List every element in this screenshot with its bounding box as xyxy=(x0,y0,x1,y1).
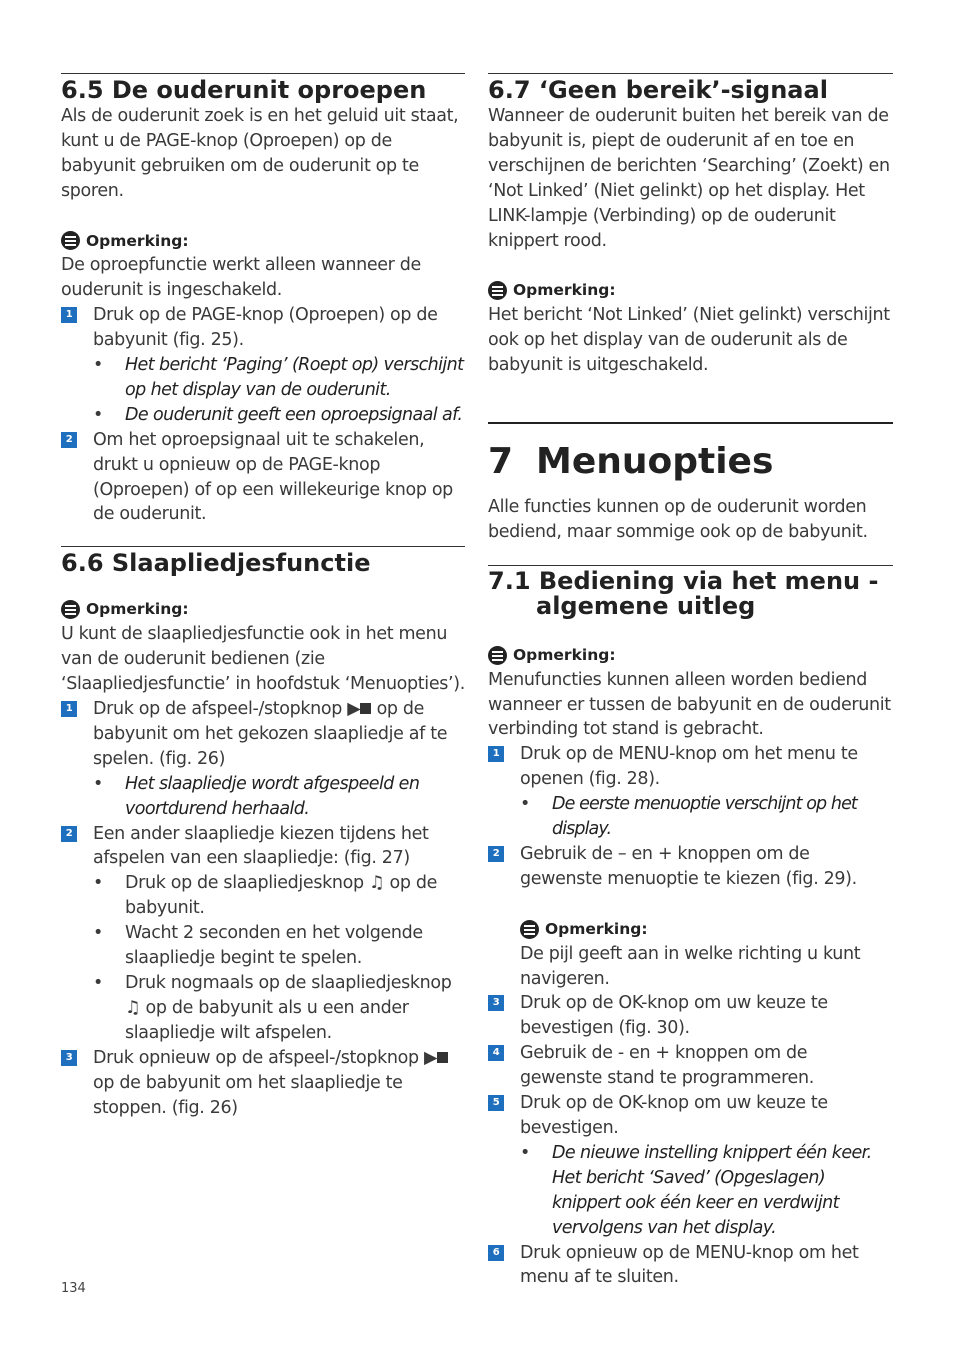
step-item xyxy=(61,697,465,772)
stop-icon xyxy=(437,1052,448,1063)
list-item xyxy=(61,403,465,428)
bullet-dot: • xyxy=(93,773,103,794)
paragraph: Alle functies kunnen op de ouderunit worden bediend, maar sommige ook op de babyunit. xyxy=(488,496,868,542)
section-6-7-heading xyxy=(488,73,893,104)
note-label: Opmerking: xyxy=(86,600,189,619)
note-label: Opmerking: xyxy=(545,919,648,938)
page-number: 134 xyxy=(61,1281,86,1296)
section-title: Bediening via het menu - xyxy=(538,566,879,595)
step-item xyxy=(488,842,893,892)
section-6-6-heading xyxy=(61,546,465,577)
step-number: 6 xyxy=(488,1245,504,1261)
bullet-text: Druk op de slaapliedjesknop ♫ op de babyunit. xyxy=(125,873,438,919)
section-title: algemene uitleg xyxy=(536,591,756,620)
paragraph: Als de ouderunit zoek is en het geluid uit staat, kunt u de PAGE-knop (Oproepen) op de babyunit gebruiken om de ouderunit op te sporen. xyxy=(61,106,459,201)
step-text: Gebruik de - en + knoppen om de gewenste stand te programmeren. xyxy=(520,1043,814,1089)
section-number: 6.5 xyxy=(61,76,104,104)
step-item xyxy=(61,303,465,353)
step-number: 1 xyxy=(488,746,504,762)
step-item xyxy=(61,822,465,872)
note-icon xyxy=(61,600,80,619)
right-column xyxy=(488,73,893,1290)
section-7-1-heading xyxy=(488,565,893,619)
note-icon xyxy=(488,281,507,300)
note-text: U kunt de slaapliedjesfunctie ook in het menu van de ouderunit bedienen (zie ‘Slaapliedjesfunctie’ in hoofdstuk ‘Menuopties’). xyxy=(61,624,465,695)
section-title: De ouderunit oproepen xyxy=(111,76,427,104)
step-number: 4 xyxy=(488,1045,504,1061)
paragraph: Wanneer de ouderunit buiten het bereik van de babyunit is, piept de ouderunit af en toe en verschijnen de berichten ‘Searching’ (Zoekt) en ‘Not Linked’ (Niet gelinkt) op het display. Het LINK-lampje (Verbinding) op de ouderunit knippert rood. xyxy=(488,106,890,251)
bullet-text: De ouderunit geeft een oproepsignaal af. xyxy=(125,404,463,425)
bullet-text: Wacht 2 seconden en het volgende slaapliedje begint te spelen. xyxy=(125,923,423,969)
note-heading xyxy=(488,278,893,303)
step-number: 3 xyxy=(61,1050,77,1066)
step-text: Druk opnieuw op de MENU-knop om het menu af te sluiten. xyxy=(520,1242,859,1288)
play-icon: ▶ xyxy=(347,699,361,720)
bullet-dot: • xyxy=(93,873,103,894)
bullet-dot: • xyxy=(520,1142,530,1163)
section-title: ‘Geen bereik’-signaal xyxy=(538,76,828,104)
section-number: 6.7 xyxy=(488,76,531,104)
note-text: De oproepfunctie werkt alleen wanneer de ouderunit is ingeschakeld. xyxy=(61,255,421,301)
list-item xyxy=(488,792,893,842)
bullet-text: Het slaapliedje wordt afgespeeld en voortdurend herhaald. xyxy=(125,773,420,819)
section-6-5-heading xyxy=(61,73,465,104)
step-number: 1 xyxy=(61,307,77,323)
bullet-dot: • xyxy=(93,972,103,993)
note-heading xyxy=(61,597,465,622)
step-item xyxy=(488,1241,893,1291)
note-label: Opmerking: xyxy=(513,645,616,664)
note-text: Het bericht ‘Not Linked’ (Niet gelinkt) verschijnt ook op het display van de ouderunit als de babyunit is uitgeschakeld. xyxy=(488,305,890,376)
step-text: Druk op de PAGE-knop (Oproepen) op de babyunit (fig. 25). xyxy=(93,305,438,351)
note-label: Opmerking: xyxy=(86,231,189,250)
chapter-title: Menuopties xyxy=(536,440,774,482)
bullet-dot: • xyxy=(93,923,103,944)
step-number: 2 xyxy=(488,846,504,862)
note-icon xyxy=(520,920,539,939)
step-text: Druk op de MENU-knop om het menu te openen (fig. 28). xyxy=(520,744,858,790)
list-item xyxy=(61,871,465,921)
play-icon: ▶ xyxy=(423,1047,438,1068)
step-text: Om het oproepsignaal uit te schakelen, drukt u opnieuw op de PAGE-knop (Oproepen) of op een willekeurige knop op de ouderunit. xyxy=(93,429,453,525)
list-item xyxy=(61,772,465,822)
section-number: 6.6 xyxy=(61,549,104,578)
list-item xyxy=(61,971,465,1046)
bullet-text: Druk nogmaals op de slaapliedjesknop ♫ op de babyunit als u een ander slaapliedje wilt afspelen. xyxy=(125,972,452,1043)
list-item xyxy=(61,353,465,403)
step-text: Een ander slaapliedje kiezen tijdens het afspelen van een slaapliedje: (fig. 27) xyxy=(93,823,429,869)
bullet-text: De nieuwe instelling knippert één keer. Het bericht ‘Saved’ (Opgeslagen) knippert ook één keer en verdwijnt vervolgens van het display. xyxy=(552,1142,872,1238)
step-number: 3 xyxy=(488,995,504,1011)
chapter-number: 7 xyxy=(488,440,514,482)
step-item xyxy=(488,1091,893,1141)
list-item xyxy=(61,921,465,971)
step-text: Druk op de afspeel-/stopknop ▶ op de babyunit om het gekozen slaapliedje af te spelen. (fig. 26) xyxy=(93,699,448,769)
bullet-dot: • xyxy=(93,404,103,425)
note-heading xyxy=(488,643,893,668)
step-item xyxy=(61,428,465,528)
note-heading xyxy=(520,917,893,942)
note-icon xyxy=(61,231,80,250)
list-item xyxy=(488,1141,893,1241)
chapter-heading xyxy=(488,422,893,484)
step-text: Gebruik de – en + knoppen om de gewenste menuoptie te kiezen (fig. 29). xyxy=(520,844,857,889)
step-text: Druk opnieuw op de afspeel-/stopknop ▶ op de babyunit om het slaapliedje te stoppen. (fig. 26) xyxy=(93,1046,465,1121)
stop-icon xyxy=(360,703,371,714)
bullet-dot: • xyxy=(520,794,530,815)
step-text: Druk op de OK-knop om uw keuze te bevestigen. xyxy=(520,1093,828,1138)
section-number: 7.1 xyxy=(488,566,531,595)
note-label: Opmerking: xyxy=(513,281,616,300)
step-number: 2 xyxy=(61,432,77,448)
left-column xyxy=(61,73,465,1120)
step-item xyxy=(61,1046,465,1121)
step-text: Druk op de OK-knop om uw keuze te bevestigen (fig. 30). xyxy=(520,993,828,1039)
bullet-text: De eerste menuoptie verschijnt op het display. xyxy=(552,794,857,840)
step-item xyxy=(488,1041,893,1091)
note-icon xyxy=(488,646,507,665)
bullet-text: Het bericht ‘Paging’ (Roept op) verschijnt op het display van de ouderunit. xyxy=(125,355,464,400)
note-heading xyxy=(61,229,465,254)
bullet-dot: • xyxy=(93,355,103,376)
note-text: De pijl geeft aan in welke richting u kunt navigeren. xyxy=(520,943,861,989)
note-text: Menufuncties kunnen alleen worden bediend wanneer er tussen de babyunit en de ouderunit verbinding tot stand is gebracht. xyxy=(488,669,891,740)
step-item xyxy=(488,742,893,792)
section-title: Slaapliedjesfunctie xyxy=(111,549,371,578)
step-number: 2 xyxy=(61,826,77,842)
step-item xyxy=(488,991,893,1041)
step-number: 5 xyxy=(488,1095,504,1111)
step-number: 1 xyxy=(61,701,77,717)
